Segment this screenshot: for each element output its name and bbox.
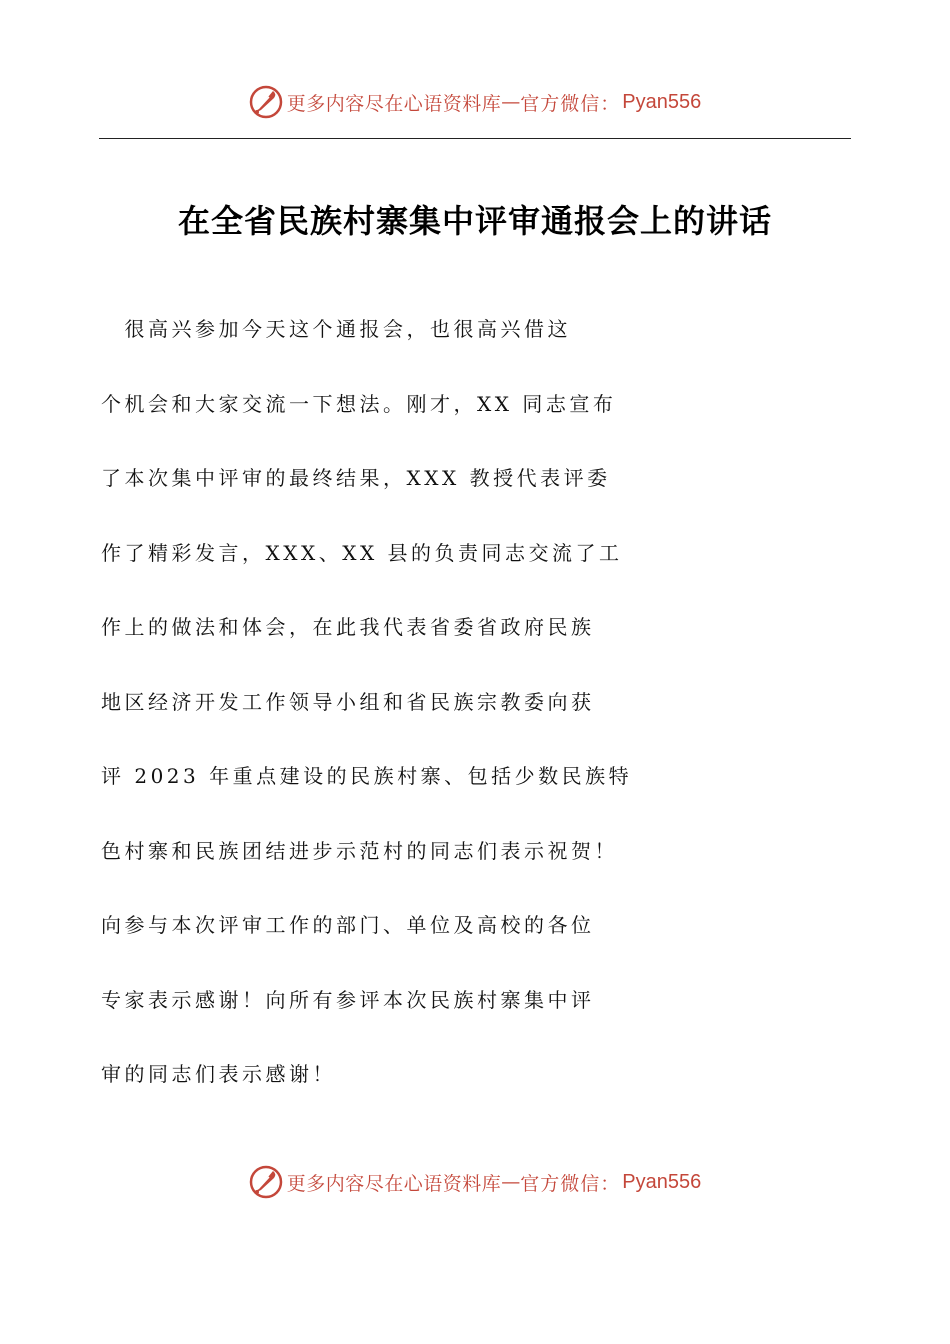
footer-wechat-id: Pyan556	[622, 1170, 702, 1193]
body-line: 色村寨和民族团结进步示范村的同志们表示祝贺！	[101, 838, 618, 863]
header-separator: —	[501, 91, 521, 113]
document-title: 在全省民族村寨集中评审通报会上的讲话	[177, 202, 772, 240]
footer-wechat-label: 官方微信：	[520, 1172, 621, 1195]
body-line: 个机会和大家交流一下想法。刚才，XX 同志宣布	[101, 391, 617, 416]
body-line: 很高兴参加今天这个通报会，也很高兴借这	[101, 317, 571, 341]
body-line: 作上的做法和体会，在此我代表省委省政府民族	[101, 615, 595, 639]
header-banner	[0, 82, 950, 122]
document-body	[101, 292, 861, 1112]
header-wechat-label: 官方微信：	[520, 92, 621, 115]
footer-promo-text: 更多内容尽在心语资料库	[286, 1172, 502, 1195]
body-line: 作了精彩发言，XXX、XX 县的负责同志交流了工	[101, 540, 623, 565]
header-divider	[99, 138, 851, 139]
quill-logo-icon	[249, 85, 283, 119]
footer-banner	[0, 1162, 950, 1202]
body-line: 专家表示感谢！向所有参评本次民族村寨集中评	[101, 987, 595, 1012]
header-wechat-id: Pyan556	[622, 90, 702, 113]
body-line: 向参与本次评审工作的部门、单位及高校的各位	[101, 913, 595, 937]
body-line: 审的同志们表示感谢！	[101, 1062, 336, 1086]
header-banner-content	[249, 85, 702, 119]
body-line: 地区经济开发工作领导小组和省民族宗教委向获	[101, 689, 595, 714]
header-promo-text: 更多内容尽在心语资料库	[286, 92, 502, 115]
body-line: 评 2023 年重点建设的民族村寨、包括少数民族特	[101, 764, 633, 788]
body-line: 了本次集中评审的最终结果，XXX 教授代表评委	[101, 466, 611, 490]
footer-separator: —	[501, 1171, 521, 1193]
quill-logo-icon	[249, 1165, 283, 1199]
footer-banner-content	[249, 1165, 702, 1199]
